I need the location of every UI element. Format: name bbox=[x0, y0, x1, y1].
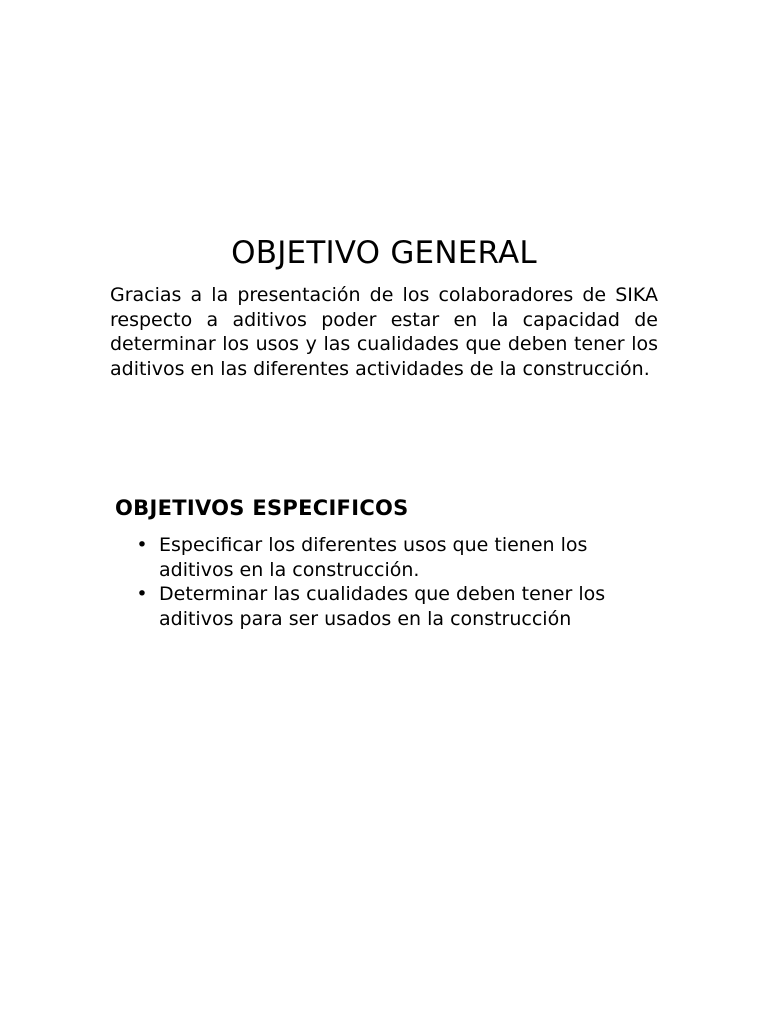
specific-objectives-list bbox=[131, 533, 651, 631]
list-item-text: Determinar las cualidades que deben tener los aditivos para ser usados en la construcción bbox=[159, 583, 606, 630]
list-item-text: Especificar los diferentes usos que tienen los aditivos en la construcción. bbox=[159, 534, 588, 581]
general-objective-title: OBJETIVO GENERAL bbox=[231, 235, 537, 271]
list-item bbox=[131, 582, 651, 631]
general-objective-paragraph: Gracias a la presentación de los colaboradores de SIKA respecto a aditivos poder estar en la capacidad de determinar los usos y las cualidades que deben tener los aditivos en las diferentes actividades de la construcción. bbox=[110, 284, 658, 380]
bullet-icon: • bbox=[136, 583, 148, 605]
list-item bbox=[131, 533, 651, 582]
specific-objectives-title: OBJETIVOS ESPECIFICOS bbox=[115, 496, 409, 520]
bullet-icon: • bbox=[136, 534, 148, 556]
